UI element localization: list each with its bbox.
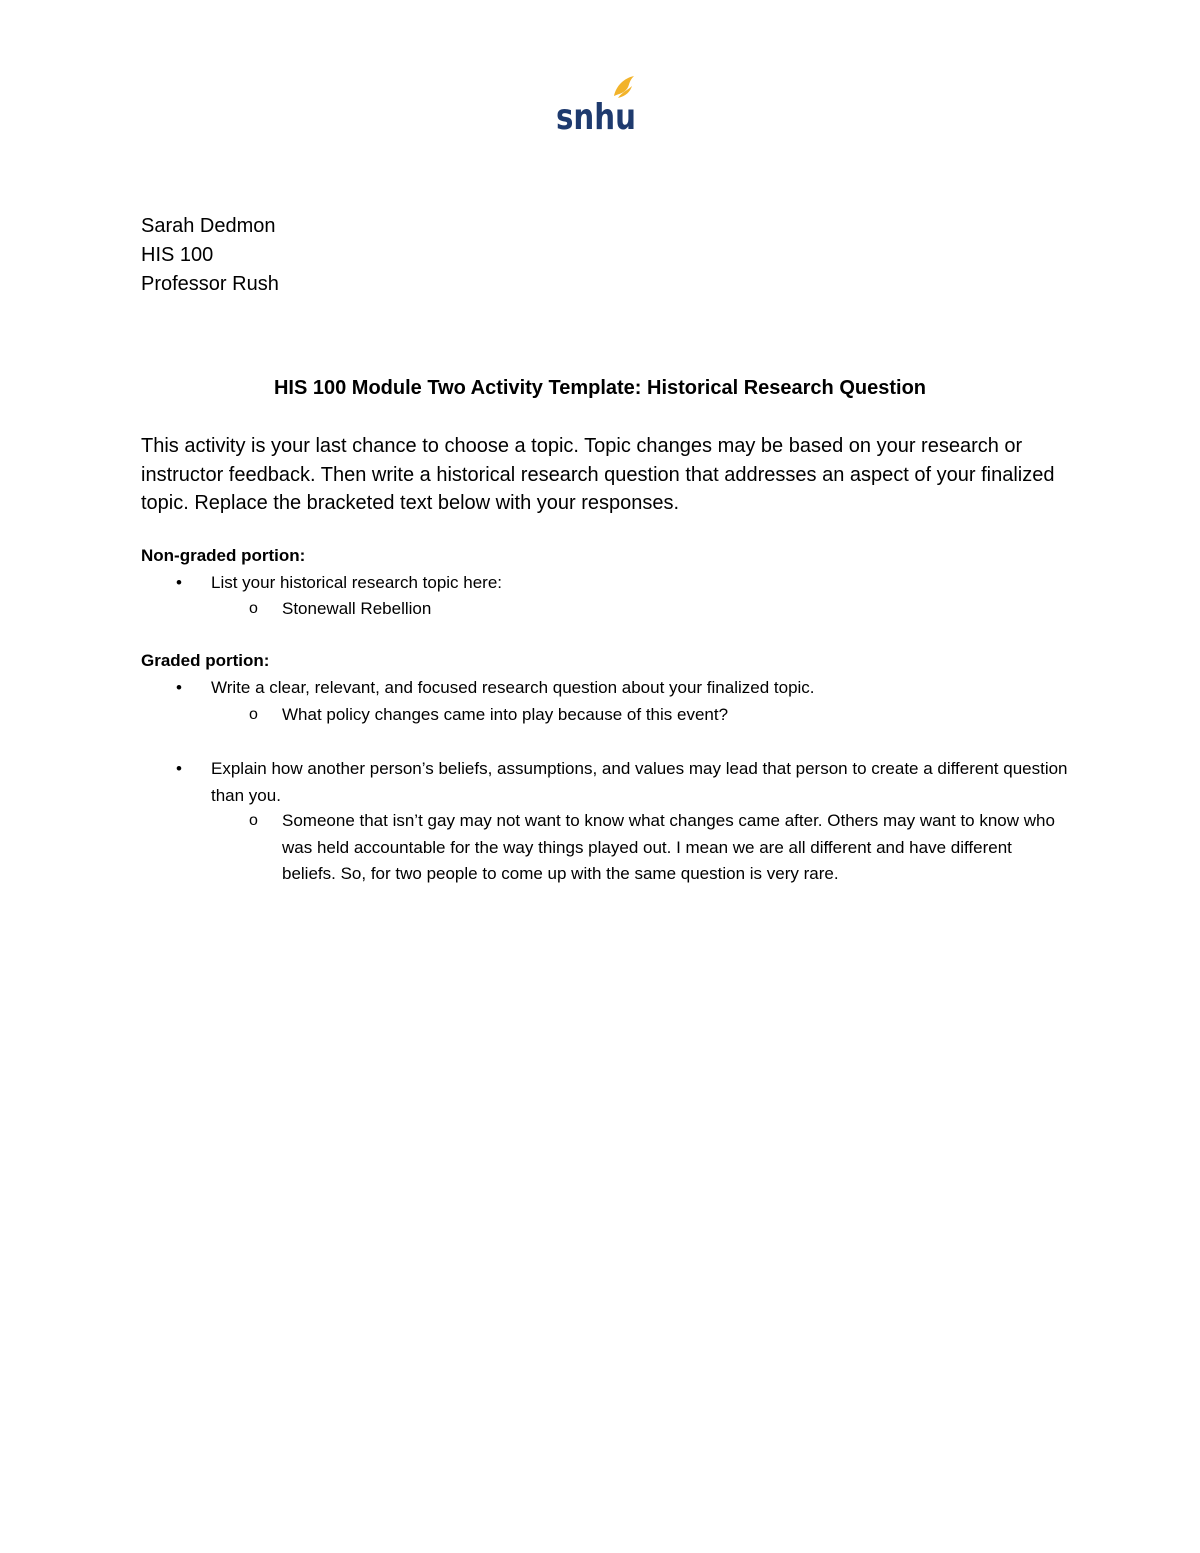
snhu-logo — [554, 74, 640, 138]
bullet-marker: • — [176, 573, 182, 592]
research-question-prompt: Write a clear, relevant, and focused research question about your finalized topic. — [211, 678, 815, 697]
graded-heading: Graded portion: — [141, 651, 270, 670]
bullet-marker: • — [176, 759, 182, 778]
sub-bullet-marker: o — [249, 812, 258, 829]
beliefs-answer: Someone that isn’t gay may not want to know what changes came after. Others may want to know who was held accountable for the way things played out. I mean we are all different and have different beliefs. So, for two people to come up with the same question is very rare. — [282, 811, 1055, 883]
document-title: HIS 100 Module Two Activity Template: Historical Research Question — [273, 377, 926, 399]
course-code: HIS 100 — [141, 244, 214, 266]
research-question-answer: What policy changes came into play because of this event? — [282, 705, 729, 724]
svg-text:snhu: snhu — [556, 97, 636, 138]
topic-answer: Stonewall Rebellion — [282, 599, 432, 618]
student-info — [141, 212, 279, 299]
student-name: Sarah Dedmon — [141, 215, 276, 237]
sub-bullet-marker: o — [249, 600, 258, 617]
intro-paragraph: This activity is your last chance to choose a topic. Topic changes may be based on your research or instructor feedback. Then write a historical research question that addresses an aspect of your finalized topic. Replace the bracketed text below with your responses. — [141, 435, 1055, 514]
sub-bullet-marker: o — [249, 706, 258, 723]
bullet-marker: • — [176, 678, 182, 697]
non-graded-prompt: List your historical research topic here: — [211, 573, 503, 592]
professor-name: Professor Rush — [141, 273, 279, 295]
non-graded-heading: Non-graded portion: — [141, 546, 306, 565]
beliefs-prompt: Explain how another person’s beliefs, assumptions, and values may lead that person to create a different question than you. — [211, 759, 1068, 805]
